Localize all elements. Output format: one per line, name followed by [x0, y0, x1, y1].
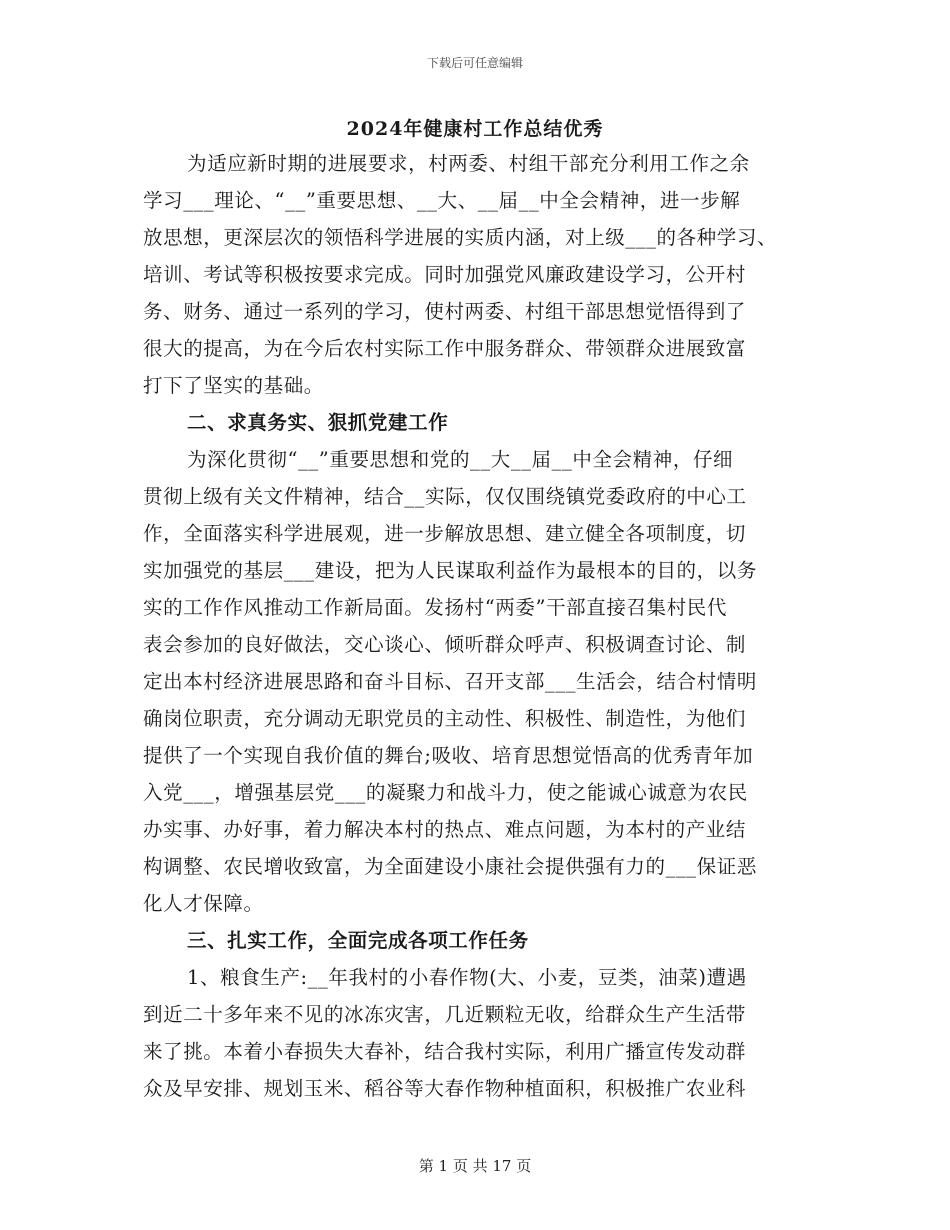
paragraph-line: 来了挑。本着小春损失大春补，结合我村实际，利用广播宣传发动群: [143, 1040, 747, 1063]
paragraph-line: 1、粮食生产:__年我村的小春作物(大、小麦，豆类，油菜)遭遇: [187, 966, 747, 989]
paragraph-line: 实加强党的基层___建设，把为人民谋取利益作为最根本的目的，以务: [143, 559, 757, 582]
paragraph-line: 众及早安排、规划玉米、稻谷等大春作物种植面积，积极推广农业科: [143, 1077, 747, 1100]
paragraph-line: 确岗位职责，充分调动无职党员的主动性、积极性、制造性，为他们: [143, 707, 747, 730]
section-heading: 三、扎实工作，全面完成各项工作任务: [187, 929, 529, 952]
section-heading: 二、求真务实、狠抓党建工作: [187, 411, 449, 434]
paragraph-line: 很大的提高，为在今后农村实际工作中服务群众、带领群众进展致富: [143, 337, 747, 360]
paragraph-line: 贯彻上级有关文件精神，结合__实际，仅仅围绕镇党委政府的中心工: [143, 485, 747, 508]
page-footer: 第 1 页 共 17 页: [418, 1157, 532, 1175]
paragraph-line: 打下了坚实的基础。: [143, 374, 324, 397]
paragraph-line: 学习___理论、“__”重要思想、__大、__届__中全会精神，进一步解: [143, 189, 741, 212]
paragraph-line: 为深化贯彻“__”重要思想和党的__大__届__中全会精神，仔细: [187, 448, 734, 471]
document-body: [143, 145, 823, 1107]
paragraph-line: 实的工作作风推动工作新局面。发扬村“两委”干部直接召集村民代: [143, 596, 727, 619]
paragraph-line: 放思想，更深层次的领悟科学进展的实质内涵，对上级___的各种学习、: [143, 226, 778, 249]
paragraph-line: 为适应新时期的进展要求，村两委、村组干部充分利用工作之余: [187, 152, 750, 175]
paragraph-line: 表会参加的良好做法，交心谈心、倾听群众呼声、积极调查讨论、制: [143, 633, 747, 656]
paragraph-line: 作，全面落实科学进展观，进一步解放思想、建立健全各项制度，切: [143, 522, 747, 545]
paragraph-line: 化人才保障。: [143, 892, 264, 915]
paragraph-line: 构调整、农民增收致富，为全面建设小康社会提供强有力的___保证恶: [143, 855, 757, 878]
paragraph-line: 办实事、办好事，着力解决本村的热点、难点问题，为本村的产业结: [143, 818, 747, 841]
paragraph-line: 入党___，增强基层党___的凝聚力和战斗力，使之能诚心诚意为农民: [143, 781, 748, 804]
paragraph-line: 提供了一个实现自我价值的舞台;吸收、培育思想觉悟高的优秀青年加: [143, 744, 754, 767]
paragraph-line: 到近二十多年来不见的冰冻灾害，几近颗粒无收，给群众生产生活带: [143, 1003, 747, 1026]
paragraph-line: 务、财务、通过一系列的学习，使村两委、村组干部思想觉悟得到了: [143, 300, 747, 323]
document-title: 2024年健康村工作总结优秀: [346, 118, 604, 140]
paragraph-line: 培训、考试等积极按要求完成。同时加强党风廉政建设学习，公开村: [143, 263, 747, 286]
paragraph-line: 定出本村经济进展思路和奋斗目标、召开支部___生活会，结合村情明: [143, 670, 757, 693]
header-note: 下载后可任意编辑: [426, 56, 523, 70]
